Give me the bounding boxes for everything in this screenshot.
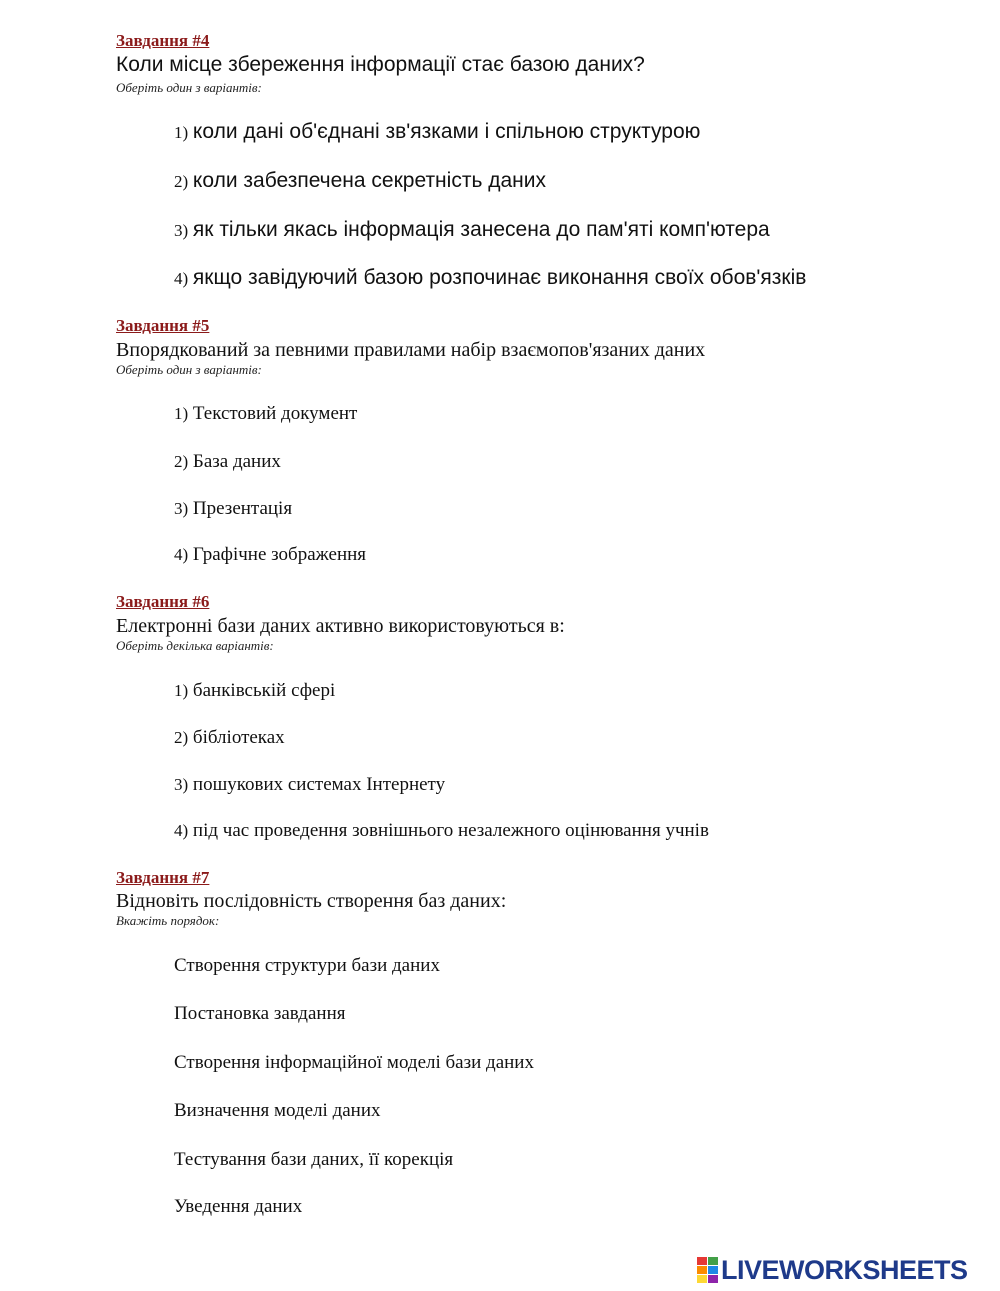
option-text: пошукових системах Інтернету — [192, 774, 446, 795]
task-7-order-item-2[interactable]: Постановка завдання — [174, 1003, 346, 1024]
task-6-option-2[interactable] — [174, 726, 285, 750]
task-6-option-1[interactable] — [174, 679, 335, 703]
task-4-title: Завдання #4 — [116, 31, 210, 50]
task-7-order-item-3[interactable]: Створення інформаційної моделі бази даних — [174, 1052, 534, 1073]
logo-block — [708, 1275, 718, 1283]
option-number: 4) — [174, 545, 189, 564]
task-6-option-3[interactable] — [174, 773, 445, 797]
option-number: 1) — [174, 123, 189, 142]
task-7-order-item-5[interactable]: Тестування бази даних, її корекція — [174, 1149, 454, 1170]
option-number: 3) — [174, 221, 189, 240]
logo-text: LIVEWORKSHEETS — [721, 1255, 968, 1285]
task-5-hint: Оберіть один з варіантів: — [116, 362, 262, 377]
task-6-question: Електронні бази даних активно використовуються в: — [116, 615, 565, 637]
task-5-option-1[interactable] — [174, 402, 357, 426]
task-7-order-item-4[interactable]: Визначення моделі даних — [174, 1100, 381, 1121]
task-4-option-3[interactable] — [174, 218, 770, 243]
task-5-question: Впорядкований за певними правилами набір взаємопов'язаних даних — [116, 339, 706, 361]
task-6-hint: Оберіть декілька варіантів: — [116, 638, 274, 653]
logo-block — [708, 1257, 718, 1265]
option-number: 4) — [174, 269, 189, 288]
option-text: якщо завідуючий базою розпочинає виконання своїх обов'язків — [192, 266, 807, 289]
task-4-hint: Оберіть один з варіантів: — [116, 80, 262, 95]
task-6-title: Завдання #6 — [116, 592, 210, 611]
task-4-option-2[interactable] — [174, 169, 546, 194]
task-7-hint: Вкажіть порядок: — [116, 913, 220, 928]
logo-block — [708, 1266, 718, 1274]
option-number: 3) — [174, 775, 189, 794]
option-text: Текстовий документ — [192, 403, 358, 424]
option-number: 1) — [174, 404, 189, 423]
logo-block — [697, 1275, 707, 1283]
logo-blocks-icon — [697, 1257, 718, 1283]
liveworksheets-logo — [697, 1256, 968, 1284]
task-5-option-4[interactable] — [174, 543, 366, 567]
option-number: 4) — [174, 821, 189, 840]
task-6-option-4[interactable] — [174, 819, 709, 843]
task-7-question: Відновіть послідовність створення баз даних: — [116, 890, 507, 912]
task-7-order-item-1[interactable]: Створення структури бази даних — [174, 955, 440, 976]
task-4-question: Коли місце збереження інформації стає базою даних? — [116, 53, 645, 76]
option-number: 2) — [174, 728, 189, 747]
option-text: Графічне зображення — [192, 544, 367, 565]
logo-block — [697, 1266, 707, 1274]
task-7-order-item-6[interactable]: Уведення даних — [174, 1196, 303, 1217]
option-text: Презентація — [192, 498, 293, 519]
option-text: коли дані об'єднані зв'язками і спільною структурою — [192, 120, 701, 143]
task-4-option-1[interactable] — [174, 120, 700, 145]
option-number: 1) — [174, 681, 189, 700]
option-text: бібліотеках — [192, 727, 285, 748]
option-number: 2) — [174, 452, 189, 471]
task-5-title: Завдання #5 — [116, 316, 210, 335]
task-5-option-3[interactable] — [174, 497, 292, 521]
option-text: банківській сфері — [192, 680, 336, 701]
option-text: як тільки якась інформація занесена до пам'яті комп'ютера — [192, 218, 770, 241]
option-number: 2) — [174, 172, 189, 191]
option-number: 3) — [174, 499, 189, 518]
task-4-option-4[interactable] — [174, 266, 806, 291]
option-text: під час проведення зовнішнього незалежного оцінювання учнів — [192, 820, 709, 841]
task-7-title: Завдання #7 — [116, 868, 210, 887]
logo-block — [697, 1257, 707, 1265]
task-5-option-2[interactable] — [174, 450, 281, 474]
option-text: коли забезпечена секретність даних — [192, 169, 546, 192]
option-text: База даних — [192, 451, 281, 472]
